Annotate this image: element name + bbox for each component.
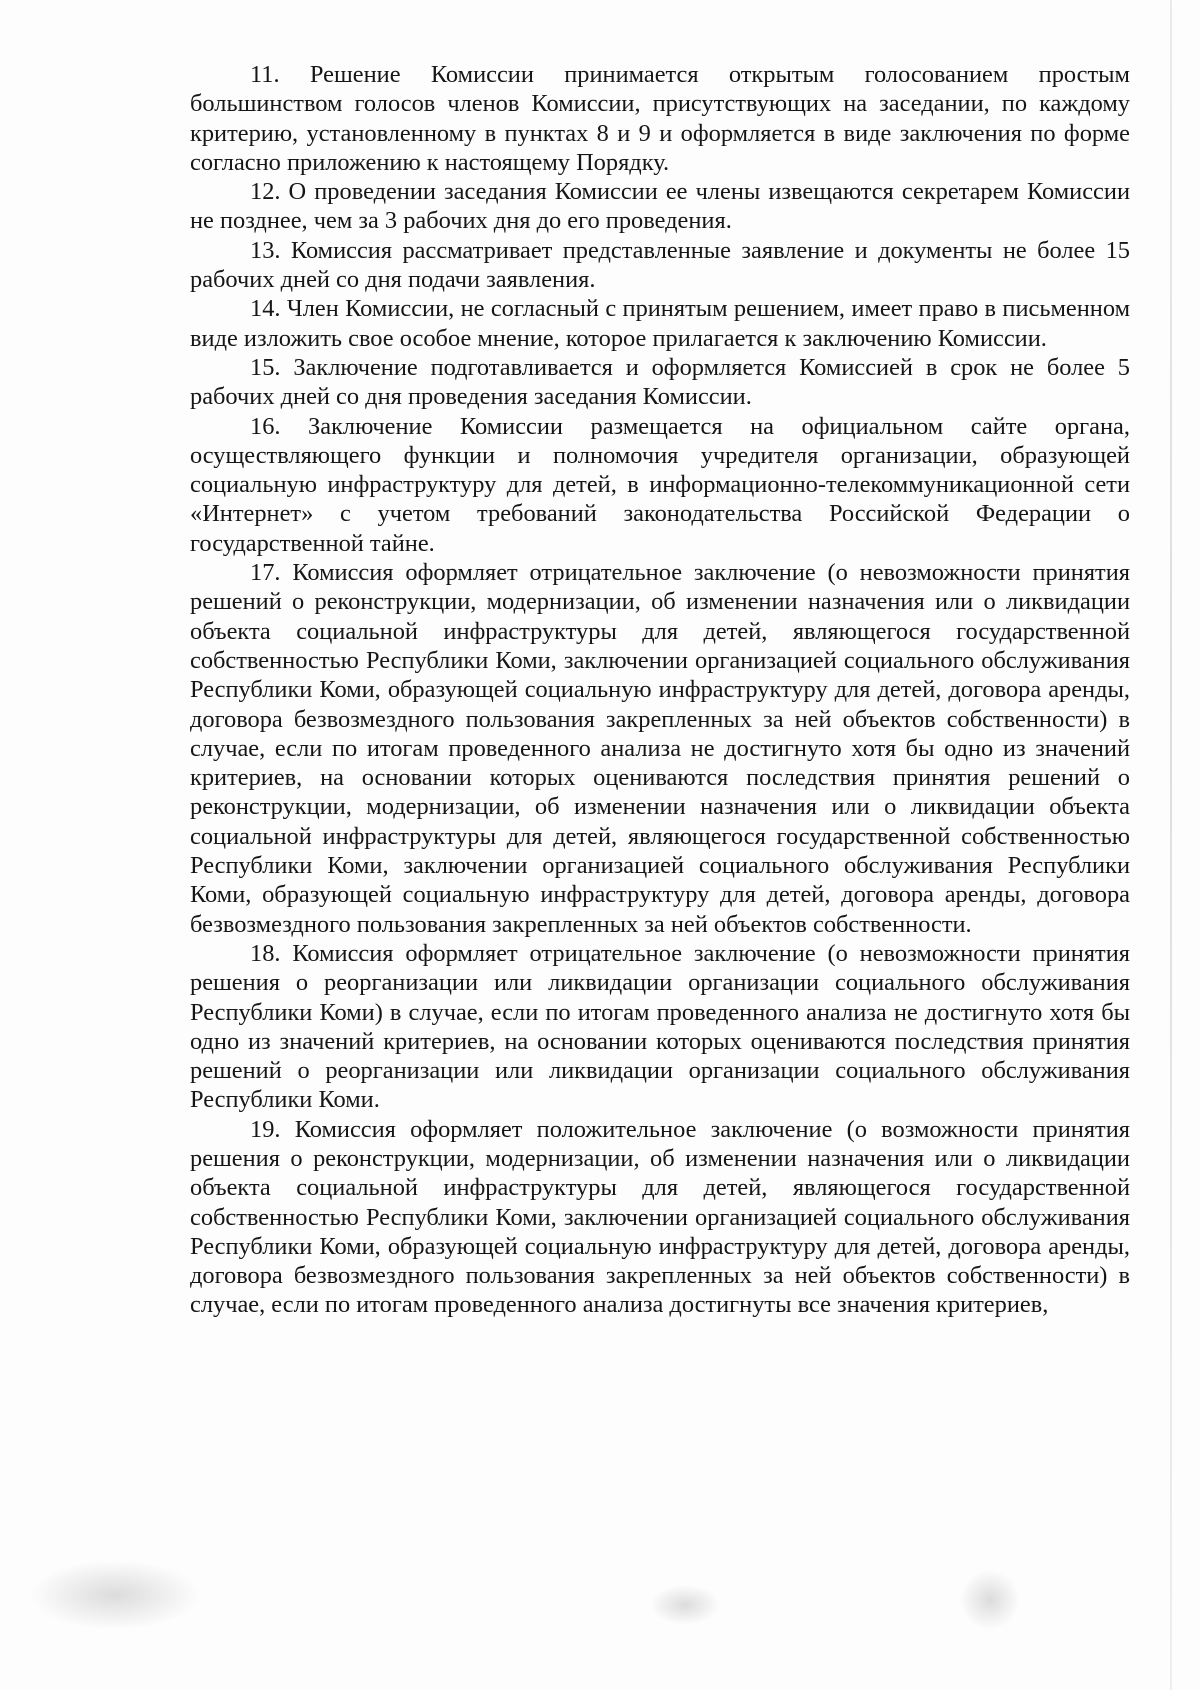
paragraph-15: 15. Заключение подготавливается и оформляется Комиссией в срок не более 5 рабочих дней со дня проведения заседания Комиссии.	[190, 353, 1130, 411]
scan-smudge	[30, 1560, 200, 1630]
document-body	[190, 60, 1130, 1320]
scan-smudge	[650, 1585, 720, 1625]
scan-smudge	[960, 1570, 1020, 1630]
paragraph-12: 12. О проведении заседания Комиссии ее члены извещаются секретарем Комиссии не позднее, чем за 3 рабочих дня до его проведения.	[190, 178, 1130, 235]
paragraph-16: 16. Заключение Комиссии размещается на официальном сайте органа, осуществляющего функции и полномочия учредителя организации, образующей социальную инфраструктуру для детей, в информационно-телекоммуникационной сети «Интернет» с учетом требований законодательства Российской Федерации о государственной тайне.	[190, 412, 1130, 557]
paragraph-13: 13. Комиссия рассматривает представленные заявление и документы не более 15 рабочих дней со дня подачи заявления.	[190, 236, 1130, 294]
paragraph-18: 18. Комиссия оформляет отрицательное заключение (о невозможности принятия решения о реорганизации или ликвидации организации социального обслуживания Республики Коми) в случае, если по итогам проведенного анализа не достигнуто хотя бы одно из значений критериев, на основании которых оцениваются последствия принятия решений о реорганизации или ликвидации организации социального обслуживания Республики Коми.	[190, 939, 1130, 1114]
paragraph-14: 14. Член Комиссии, не согласный с принятым решением, имеет право в письменном виде изложить свое особое мнение, которое прилагается к заключению Комиссии.	[190, 295, 1130, 352]
paragraph-17: 17. Комиссия оформляет отрицательное заключение (о невозможности принятия решений о реконструкции, модернизации, об изменении назначения или о ликвидации объекта социальной инфраструктуры для детей, являющегося государственной собственностью Республики Коми, заключении организацией социального обслуживания Республики Коми, образующей социальную инфраструктуру для детей, договора аренды, договора безвозмездного пользования закрепленных за ней объектов собственности) в случае, если по итогам проведенного анализа не достигнуто хотя бы одно из значений критериев, на основании которых оцениваются последствия принятия решений о реконструкции, модернизации, об изменении назначения или о ликвидации объекта социальной инфраструктуры для детей, являющегося государственной собственностью Республики Коми, заключении организацией социального обслуживания Республики Коми, образующей социальную инфраструктуру для детей, договора аренды, договора безвозмездного пользования закрепленных за ней объектов собственности.	[190, 559, 1130, 938]
paragraph-19: 19. Комиссия оформляет положительное заключение (о возможности принятия решения о реконструкции, модернизации, об изменении назначения или о ликвидации объекта социальной инфраструктуры для детей, являющегося государственной собственностью Республики Коми, заключении организацией социального обслуживания Республики Коми, образующей социальную инфраструктуру для детей, договора аренды, договора безвозмездного пользования закрепленных за ней объектов собственности) в случае, если по итогам проведенного анализа достигнуты все значения критериев,	[190, 1115, 1130, 1319]
scan-edge-shadow	[1170, 0, 1172, 1690]
paragraph-11: 11. Решение Комиссии принимается открытым голосованием простым большинством голосов членов Комиссии, присутствующих на заседании, по каждому критерию, установленному в пунктах 8 и 9 и оформляется в виде заключения по форме согласно приложению к настоящему Порядку.	[190, 61, 1130, 176]
